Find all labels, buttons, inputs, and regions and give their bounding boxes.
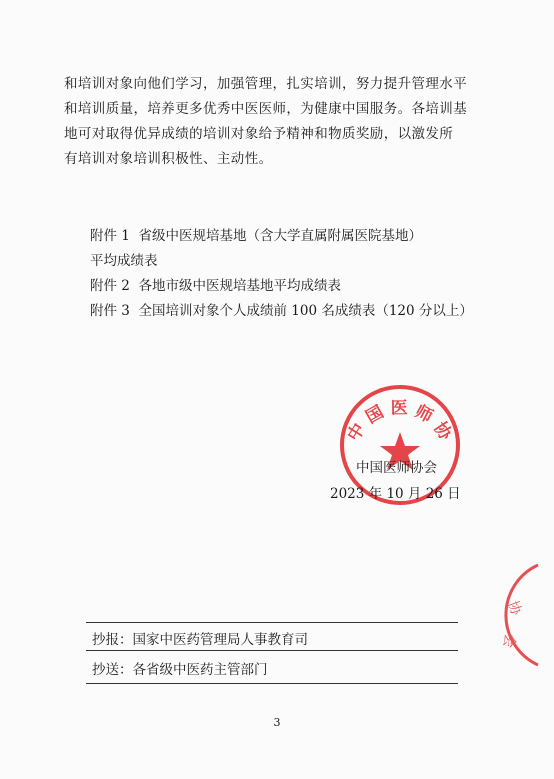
body-line: 和培训质量，培养更多优秀中医医师，为健康中国服务。各培训基 [64, 101, 468, 117]
svg-text:会: 会 [499, 632, 518, 649]
body-paragraph [64, 72, 504, 172]
attachment-list [90, 224, 473, 324]
body-line: 地可对取得优异成绩的培训对象给予精神和物质奖励，以激发所 [64, 126, 454, 142]
attachment-title: 全国培训对象个人成绩前 100 名成绩表（120 分以上） [138, 303, 473, 319]
cc-top-rule [86, 622, 458, 623]
signing-date: 2023 年 10 月 26 日 [330, 486, 461, 502]
signing-organization: 中国医师协会 [356, 460, 437, 476]
attachment-item [90, 274, 473, 299]
attachment-item [90, 224, 473, 249]
svg-text:协: 协 [504, 598, 525, 618]
signature-block [330, 455, 461, 507]
body-line: 和培训对象向他们学习，加强管理，扎实培训，努力提升管理水平 [64, 76, 468, 92]
attachment-label: 附件 3 [90, 303, 130, 319]
partial-seal-edge [478, 555, 554, 675]
cc-send-line: 抄送：各省级中医药主管部门 [92, 662, 268, 678]
attachment-label: 附件 2 [90, 278, 130, 294]
body-line: 有培训对象培训积极性、主动性。 [64, 151, 273, 167]
page-number: 3 [273, 716, 281, 729]
attachment-title: 省级中医规培基地（含大学直属附属医院基地） [138, 228, 422, 244]
attachment-title-continued: 平均成绩表 [90, 253, 158, 269]
attachment-title: 各地市级中医规培基地平均成绩表 [138, 278, 341, 294]
cc-bottom-rule [86, 683, 458, 684]
attachment-item [90, 299, 473, 324]
attachment-label: 附件 1 [90, 228, 130, 244]
svg-text:中 国 医 师 协: 中 国 医 师 协 [343, 398, 456, 446]
cc-report-line: 抄报：国家中医药管理局人事教育司 [92, 632, 308, 648]
cc-middle-rule [86, 650, 458, 651]
